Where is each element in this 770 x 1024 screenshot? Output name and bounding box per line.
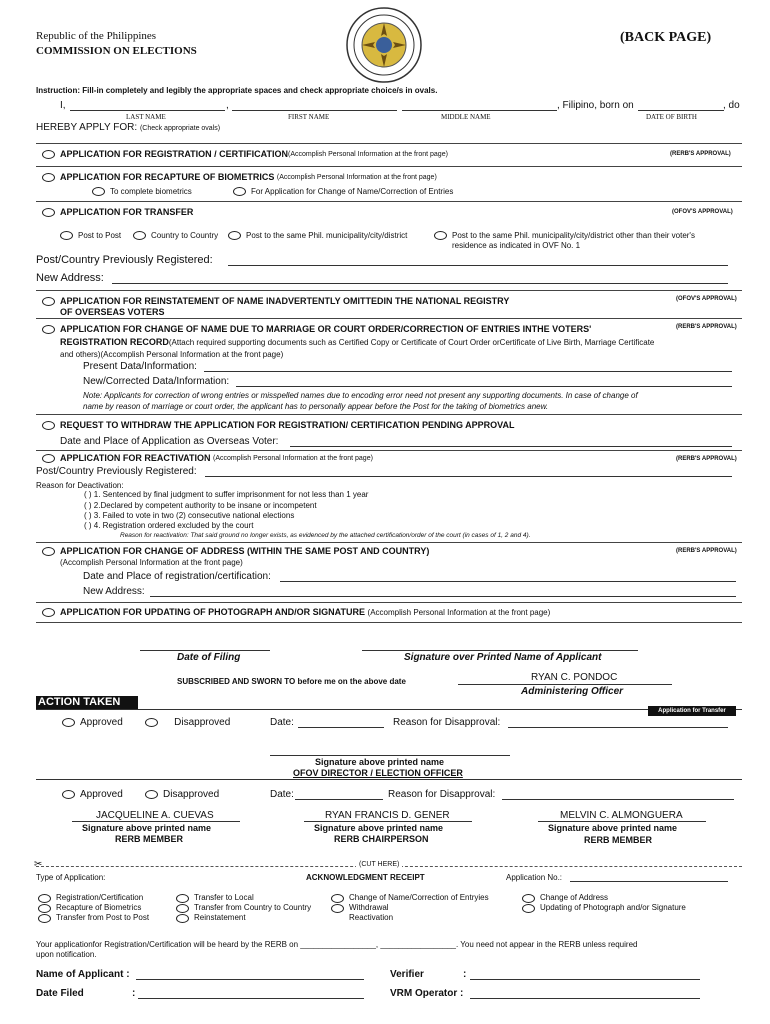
- rerb-approval-label: (RERB'S APPROVAL): [676, 324, 737, 330]
- present-data-field[interactable]: [204, 371, 732, 372]
- ofov-title: OFOV DIRECTOR / ELECTION OFFICER: [293, 768, 463, 778]
- reason-disapproval-field-2[interactable]: [502, 799, 734, 800]
- rerb-approval-label: (RERB'S APPROVAL): [670, 151, 731, 157]
- reason-disapproval-label-2: Reason for Disapproval:: [388, 789, 496, 800]
- oval-icon[interactable]: [522, 904, 535, 913]
- officer-title: Administering Officer: [521, 686, 624, 697]
- option-recapture[interactable]: APPLICATION FOR RECAPTURE OF BIOMETRICS (Accomplish Personal Information at the front page): [42, 172, 437, 182]
- disapproved-option-2[interactable]: Disapproved: [145, 789, 219, 800]
- receipt-options-col3[interactable]: Change of Name/Correction of Entryies Withdrawal Reactivation: [331, 893, 489, 923]
- oval-icon[interactable]: [42, 208, 55, 217]
- rerb-approval-label: (RERB'S APPROVAL): [676, 548, 737, 554]
- last-name-field[interactable]: [70, 110, 225, 111]
- member2-name: MELVIN C. ALMONGUERA: [560, 810, 683, 821]
- member1-role: RERB MEMBER: [115, 834, 184, 844]
- member2-role: RERB MEMBER: [584, 835, 653, 845]
- oval-icon[interactable]: [228, 231, 241, 240]
- subscribed-label: SUBSCRIBED AND SWORN TO before me on the above date: [177, 677, 406, 686]
- reinstatement-label-2: OF OVERSEAS VOTERS: [60, 307, 165, 317]
- republic-label: Republic of the Philippines: [36, 30, 157, 42]
- approved-option-1[interactable]: Approved: [62, 717, 123, 728]
- commission-label: COMMISSION ON ELECTIONS: [36, 45, 197, 57]
- divider: [36, 318, 742, 319]
- action-taken-title: ACTION TAKEN: [36, 696, 138, 709]
- date-field-1[interactable]: [298, 727, 384, 728]
- oval-icon[interactable]: [176, 904, 189, 913]
- present-data-label: Present Data/Information:: [83, 361, 197, 372]
- first-name-field[interactable]: [232, 110, 397, 111]
- change-name-note: REGISTRATION RECORD(Attach required supporting documents such as Certified Copy or Certificate of Court Order orCertificate of Live Birth, Marriage Certificate: [60, 337, 655, 347]
- option-post-to-phil[interactable]: Post to the same Phil. municipality/city/district: [228, 231, 407, 240]
- name-of-applicant-label: Name of Applicant :: [36, 969, 130, 980]
- receipt-options-col4[interactable]: Change of Address Updating of Photograph and/or Signature: [522, 893, 686, 913]
- oval-icon[interactable]: [176, 894, 189, 903]
- applicant-sep: ,: [226, 100, 229, 111]
- ofov-sig-label: Signature above printed name: [315, 757, 445, 767]
- oval-icon[interactable]: [434, 231, 447, 240]
- correction-note-1: Note: Applicants for correction of wrong entries or misspelled names due to encoding error need not present any supporting documents. In case of change of: [83, 391, 638, 400]
- officer-signature-field[interactable]: [458, 684, 672, 685]
- oval-icon[interactable]: [145, 790, 158, 799]
- ofov-signature-field[interactable]: [270, 755, 510, 756]
- do-label: , do: [723, 100, 740, 111]
- approved-option-2[interactable]: Approved: [62, 789, 123, 800]
- reactivation-prev-label: Post/Country Previously Registered:: [36, 466, 197, 477]
- transfer-tag: Application for Transfer: [648, 706, 736, 716]
- prev-registered-field[interactable]: [228, 265, 728, 266]
- hearing-notice-2: upon notification.: [36, 950, 97, 959]
- option-reactivation[interactable]: APPLICATION FOR REACTIVATION (Accomplish Personal Information at the front page): [42, 453, 373, 463]
- dob-caption: DATE OF BIRTH: [646, 113, 697, 121]
- reason-title: Reason for Deactivation:: [36, 481, 124, 490]
- cut-here-label: (CUT HERE): [356, 861, 402, 868]
- oval-icon[interactable]: [522, 894, 535, 903]
- ofov-approval-label: (OFOV'S APPROVAL): [672, 209, 733, 215]
- vrm-operator-label: VRM Operator :: [390, 988, 464, 999]
- oval-icon[interactable]: [42, 297, 55, 306]
- withdraw-date-place-field[interactable]: [290, 446, 732, 447]
- oval-icon[interactable]: [331, 894, 344, 903]
- member1-sig-label: Signature above printed name: [82, 823, 212, 833]
- reactivation-reason-note: Reason for reactivation: That said ground no longer exists, as evidenced by the attached certification/order of the court (in cases of 1, 2 and 4).: [120, 532, 531, 539]
- disapproved-option-1[interactable]: Disapproved: [145, 717, 230, 728]
- oval-icon[interactable]: [133, 231, 146, 240]
- last-name-caption: LAST NAME: [126, 113, 166, 121]
- ack-receipt-title: ACKNOWLEDGMENT RECEIPT: [306, 873, 425, 882]
- ofov-approval-label: (OFOV'S APPROVAL): [676, 296, 737, 302]
- oval-icon[interactable]: [42, 150, 55, 159]
- date-of-birth-field[interactable]: [638, 110, 724, 111]
- divider: [36, 542, 742, 543]
- chair-sig-label: Signature above printed name: [314, 823, 444, 833]
- member2-signature-field[interactable]: [538, 821, 706, 822]
- correction-note-2: name by reason of marriage or court order, the applicant has to personally appear before the Post for the taking of biometrics anew.: [83, 402, 549, 411]
- verifier-field[interactable]: [470, 979, 700, 980]
- divider: [36, 166, 742, 167]
- oval-icon[interactable]: [38, 914, 51, 923]
- date-label-1: Date:: [270, 717, 294, 728]
- middle-name-field[interactable]: [402, 110, 557, 111]
- option-update-photo[interactable]: APPLICATION FOR UPDATING OF PHOTOGRAPH AND/OR SIGNATURE (Accomplish Personal Information at the front page): [42, 607, 550, 617]
- hearing-notice-1: Your applicationfor Registration/Certification will be heard by the RERB on _________________, _________________. You need not appear in the RERB unless required: [36, 940, 638, 949]
- vrm-operator-field[interactable]: [470, 998, 700, 999]
- oval-icon[interactable]: [42, 608, 55, 617]
- option-post-to-phil-other[interactable]: Post to the same Phil. municipality/city/district other than their voter's: [434, 231, 695, 240]
- oval-icon[interactable]: [62, 790, 75, 799]
- applicant-prefix: I,: [60, 100, 66, 111]
- date-field-2[interactable]: [295, 799, 383, 800]
- option-registration[interactable]: APPLICATION FOR REGISTRATION / CERTIFICATION (Accomplish Personal Information at the front page): [42, 149, 448, 159]
- withdraw-date-place-label: Date and Place of Application as Overseas Voter:: [60, 436, 279, 447]
- divider: [36, 779, 742, 780]
- change-address-date-field[interactable]: [280, 581, 736, 582]
- reason-1[interactable]: ( ) 1. Sentenced by final judgment to suffer imprisonment for not less than 1 year: [84, 490, 369, 499]
- date-filed-colon: :: [132, 988, 136, 999]
- oval-icon[interactable]: [42, 547, 55, 556]
- oval-icon[interactable]: [42, 325, 55, 334]
- option-complete-biometrics[interactable]: To complete biometrics: [92, 187, 192, 196]
- date-filed-label: Date Filed: [36, 988, 84, 999]
- divider: [36, 602, 742, 603]
- member2-sig-label: Signature above printed name: [548, 823, 678, 833]
- date-of-filing-label: Date of Filing: [177, 652, 241, 663]
- divider: [36, 622, 742, 623]
- receipt-options-col2[interactable]: Transfer to Local Transfer from Country to Country Reinstatement: [176, 893, 311, 923]
- reason-2[interactable]: ( ) 2.Declared by competent authority to be insane or incompetent: [84, 501, 317, 510]
- change-address-new-label: New Address:: [83, 586, 145, 597]
- option-change-address[interactable]: APPLICATION FOR CHANGE OF ADDRESS (WITHIN THE SAME POST AND COUNTRY): [42, 546, 429, 556]
- oval-icon[interactable]: [233, 187, 246, 196]
- oval-icon[interactable]: [42, 173, 55, 182]
- change-address-note: (Accomplish Personal Information at the front page): [60, 558, 243, 567]
- verifier-label: Verifier: [390, 969, 424, 980]
- date-of-filing-field[interactable]: [140, 650, 270, 651]
- reason-3[interactable]: ( ) 3. Failed to vote in two (2) consecutive national elections: [84, 511, 295, 520]
- middle-name-caption: MIDDLE NAME: [441, 113, 491, 121]
- first-name-caption: FIRST NAME: [288, 113, 330, 121]
- oval-icon[interactable]: [145, 718, 158, 727]
- oval-icon[interactable]: [42, 421, 55, 430]
- chair-name: RYAN FRANCIS D. GENER: [325, 810, 450, 821]
- name-of-applicant-field[interactable]: [136, 979, 364, 980]
- chair-role: RERB CHAIRPERSON: [334, 834, 429, 844]
- divider: [36, 709, 742, 710]
- verifier-colon: :: [463, 969, 467, 980]
- reactivation-prev-field[interactable]: [205, 476, 732, 477]
- change-name-note-2: and others)(Accomplish Personal Information at the front page): [60, 350, 284, 359]
- option-withdraw[interactable]: REQUEST TO WITHDRAW THE APPLICATION FOR REGISTRATION/ CERTIFICATION PENDING APPROVAL: [42, 420, 515, 430]
- type-of-application-label: Type of Application:: [36, 873, 106, 882]
- option-change-name-biometrics[interactable]: For Application for Change of Name/Correction of Entries: [233, 187, 453, 196]
- option-post-to-post[interactable]: Post to Post: [60, 231, 121, 240]
- option-reinstatement[interactable]: APPLICATION FOR REINSTATEMENT OF NAME INADVERTENTLY OMITTEDIN THE NATIONAL REGISTRY: [42, 296, 509, 306]
- option-transfer[interactable]: APPLICATION FOR TRANSFER: [42, 207, 193, 217]
- receipt-options-col1[interactable]: Registration/Certification Recapture of Biometrics Transfer from Post to Post: [38, 893, 149, 923]
- member1-name: JACQUELINE A. CUEVAS: [96, 810, 214, 821]
- oval-icon[interactable]: [331, 904, 344, 913]
- app-no-field[interactable]: [570, 881, 728, 882]
- oval-icon[interactable]: [60, 231, 73, 240]
- option-residence-note: residence as indicated in OVF No. 1: [452, 241, 581, 250]
- divider: [36, 201, 742, 202]
- option-country-to-country[interactable]: Country to Country: [133, 231, 218, 240]
- member1-signature-field[interactable]: [72, 821, 240, 822]
- reason-4[interactable]: ( ) 4. Registration ordered excluded by the court: [84, 521, 254, 530]
- divider: [36, 290, 742, 291]
- instruction-text: Instruction: Fill-in completely and legibly the appropriate spaces and check appropriate choice/s in ovals.: [36, 86, 438, 95]
- oval-icon[interactable]: [62, 718, 75, 727]
- prev-registered-label: Post/Country Previously Registered:: [36, 254, 213, 266]
- date-label-2: Date:: [270, 789, 294, 800]
- oval-icon[interactable]: [176, 914, 189, 923]
- applicant-signature-field[interactable]: [362, 650, 638, 651]
- rerb-approval-label: (RERB'S APPROVAL): [676, 456, 737, 462]
- officer-name: RYAN C. PONDOC: [531, 672, 618, 683]
- change-address-date-label: Date and Place of registration/certification:: [83, 571, 271, 582]
- new-address-label: New Address:: [36, 272, 104, 284]
- new-data-label: New/Corrected Data/Information:: [83, 376, 230, 387]
- new-address-field[interactable]: [112, 283, 728, 284]
- divider: [36, 450, 742, 451]
- option-change-name[interactable]: APPLICATION FOR CHANGE OF NAME DUE TO MARRIAGE OR COURT ORDER/CORRECTION OF ENTRIES INTHE VOTERS': [42, 324, 591, 334]
- change-address-new-field[interactable]: [150, 596, 736, 597]
- scissors-icon: ✂: [34, 859, 43, 870]
- oval-icon[interactable]: [42, 454, 55, 463]
- new-data-field[interactable]: [236, 386, 732, 387]
- divider: [36, 414, 742, 415]
- app-no-label: Application No.:: [506, 873, 563, 882]
- filipino-born-label: , Filipino, born on: [557, 100, 634, 111]
- back-page-label: (BACK PAGE): [620, 30, 712, 45]
- oval-icon[interactable]: [38, 894, 51, 903]
- oval-icon[interactable]: [92, 187, 105, 196]
- reason-disapproval-field-1[interactable]: [508, 727, 728, 728]
- applicant-signature-label: Signature over Printed Name of Applicant: [404, 652, 602, 663]
- oval-icon[interactable]: [38, 904, 51, 913]
- comelec-seal-icon: [345, 6, 423, 84]
- date-filed-field[interactable]: [138, 998, 364, 999]
- chair-signature-field[interactable]: [304, 821, 472, 822]
- hereby-label: HEREBY APPLY FOR: (Check appropriate ovals): [36, 122, 221, 133]
- reason-disapproval-label-1: Reason for Disapproval:: [393, 717, 501, 728]
- divider: [36, 143, 742, 144]
